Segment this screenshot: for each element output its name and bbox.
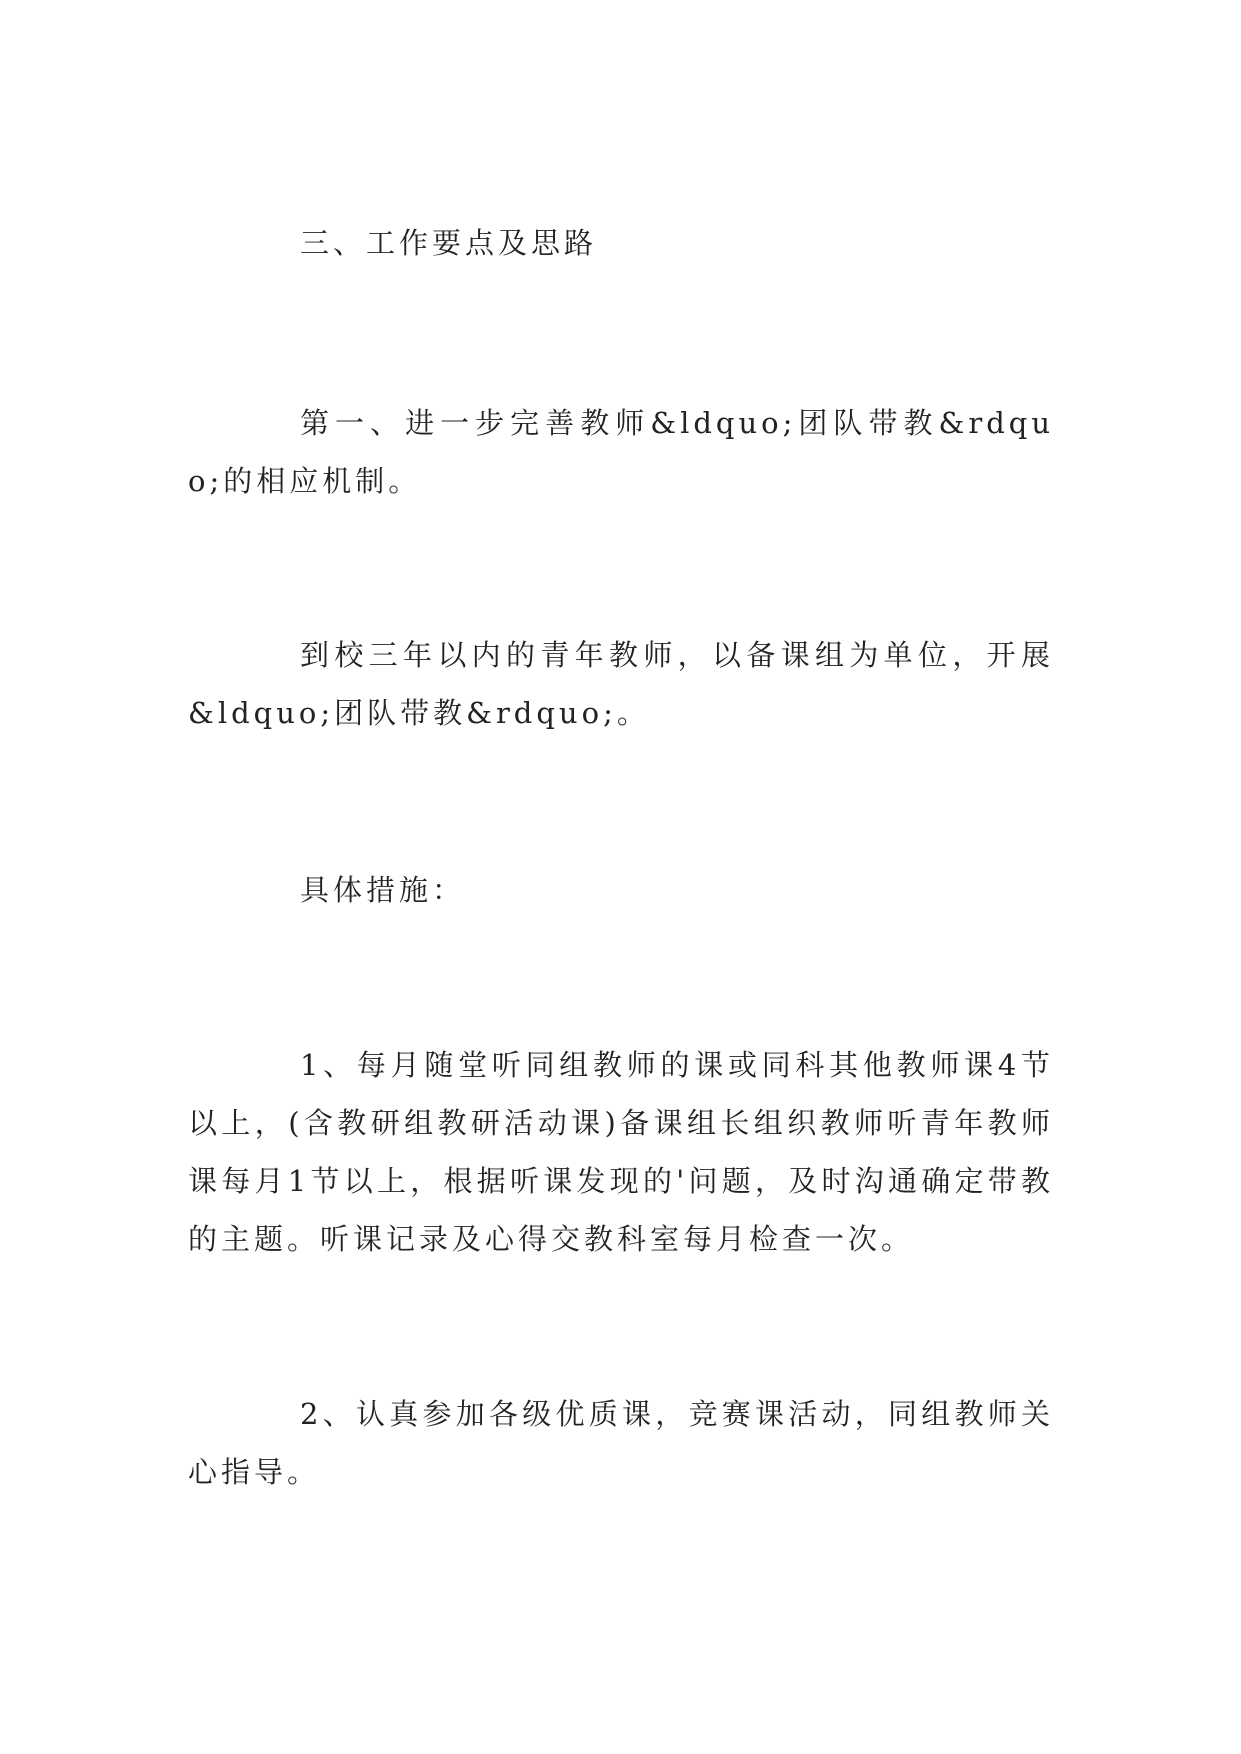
paragraph: 1、每月随堂听同组教师的课或同科其他教师课4节以上，(含教研组教研活动课)备课组长组织教师听青年教师课每月1节以上，根据听课发现的'问题，及时沟通确定带教的主题。听课记录及心得交教科室每月检查一次。	[188, 1048, 1054, 1256]
section-heading: 三、工作要点及思路	[300, 226, 598, 260]
paragraph: 具体措施：	[300, 873, 466, 907]
paragraph: 第一、进一步完善教师&ldquo;团队带教&rdquo;的相应机制。	[188, 406, 1054, 498]
paragraph: 2、认真参加各级优质课，竞赛课活动，同组教师关心指导。	[188, 1397, 1054, 1489]
paragraph: 到校三年以内的青年教师，以备课组为单位，开展&ldquo;团队带教&rdquo;。	[188, 638, 1054, 730]
